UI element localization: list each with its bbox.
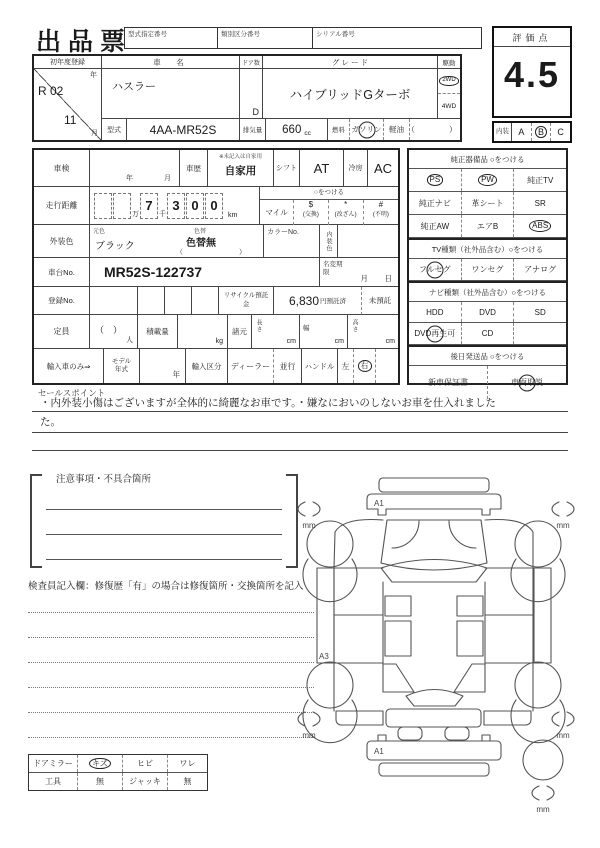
fender-front-left bbox=[334, 520, 383, 569]
navi-hdd: HDD bbox=[409, 302, 462, 322]
window-left-rear bbox=[385, 621, 411, 656]
inspector-write-line bbox=[28, 687, 314, 688]
height-unit: cm bbox=[385, 338, 395, 345]
color-change-value: 色替無 bbox=[186, 238, 216, 249]
navi-row-2 bbox=[409, 323, 566, 345]
dimensions-label: 諸元 bbox=[228, 315, 252, 349]
mirror-tools-table bbox=[28, 754, 208, 791]
history-value: 自家用 bbox=[224, 165, 257, 177]
registration-no-label: 登録No. bbox=[34, 287, 90, 315]
drive-2wd-circle: 2WD bbox=[439, 76, 458, 85]
color-change-paren: （ ） bbox=[176, 249, 260, 256]
tv-oneseg: ワンセグ bbox=[462, 259, 515, 280]
fuel-diesel: 軽油 bbox=[384, 119, 410, 140]
wheel-rear-right bbox=[515, 662, 561, 708]
mileage-digit bbox=[94, 193, 112, 219]
recycle-deposit-label: リサイクル預託金 bbox=[219, 287, 274, 315]
rear-lower-strip bbox=[379, 763, 489, 776]
first-reg-year: R 02 bbox=[38, 84, 64, 98]
rear-bumper-tabs bbox=[378, 735, 490, 741]
measure-mark-top-right bbox=[552, 502, 574, 530]
color-change-label: 色替 bbox=[194, 229, 207, 235]
exterior-color-cell bbox=[90, 225, 264, 258]
original-color-label: 元色 bbox=[93, 229, 106, 235]
length-label: 長さ bbox=[255, 319, 261, 333]
equip-pw: PW bbox=[462, 169, 515, 191]
window-left-front bbox=[385, 596, 411, 616]
car-damage-diagram bbox=[286, 464, 588, 848]
load-cell bbox=[178, 315, 228, 349]
door-mirror-label: ドアミラー bbox=[29, 755, 78, 772]
inspector-write-line bbox=[28, 662, 314, 663]
ship-warranty-book: 新車保証書 bbox=[409, 366, 488, 399]
defects-bracket-left bbox=[30, 474, 42, 568]
mileage-circle-header: ○をつける bbox=[260, 187, 398, 200]
height-cell bbox=[348, 315, 398, 349]
equip-tv: 純正TV bbox=[527, 175, 554, 185]
front-bumper bbox=[367, 494, 501, 515]
equipment-header: 純正器備品 ○をつける bbox=[409, 150, 566, 169]
inspector-write-line bbox=[28, 737, 314, 738]
shift-value: AT bbox=[300, 150, 344, 187]
drive-4wd: 4WD bbox=[438, 94, 460, 119]
mirror-broken: ワレ bbox=[179, 759, 196, 768]
cooling-value: AC bbox=[368, 150, 398, 187]
top-number-boxes bbox=[124, 27, 482, 49]
cooling-label: 冷房 bbox=[344, 150, 368, 187]
defects-write-line bbox=[46, 534, 282, 535]
equip-navi: 純正ナビ bbox=[409, 192, 462, 214]
mileage-cell bbox=[90, 187, 260, 225]
equipment-table bbox=[407, 148, 568, 385]
ship-owners-manual: 車両取説 bbox=[488, 366, 566, 399]
equip-aw: 純正AW bbox=[409, 215, 462, 237]
sales-point-line-2: た。 bbox=[32, 414, 568, 433]
interior-grade-a: A bbox=[512, 123, 532, 141]
handle-right-circle: 右 bbox=[358, 360, 372, 372]
equip-ps: PS bbox=[409, 169, 462, 191]
capacity-cell bbox=[90, 315, 138, 349]
spare-tire bbox=[523, 740, 563, 780]
rear-lamp-left bbox=[398, 727, 422, 740]
history-label: 車歴 bbox=[180, 150, 208, 187]
mileage-sen-unit: 千 bbox=[159, 211, 166, 218]
name-change-month: 月 bbox=[360, 274, 368, 283]
first-registration-header: 初年度登録 bbox=[34, 56, 102, 69]
import-class-label: 輸入区分 bbox=[186, 349, 228, 383]
fuel-other: （ ） bbox=[407, 125, 463, 134]
import-dealer: ディーラー bbox=[228, 349, 274, 383]
name-change-cell bbox=[320, 258, 398, 287]
drive-2wd bbox=[438, 69, 460, 94]
handle-right bbox=[354, 349, 376, 383]
quarter-edges bbox=[334, 663, 533, 711]
inspection-date-cell bbox=[90, 150, 180, 187]
navi-dvd: DVD bbox=[462, 302, 515, 322]
history-cell bbox=[208, 150, 274, 187]
car-name-header: 車 名 bbox=[102, 56, 240, 69]
window-right-rear bbox=[457, 621, 483, 656]
exterior-color-label: 外装色 bbox=[34, 225, 90, 258]
rear-bumper-code: A1 bbox=[374, 747, 384, 756]
length-cell bbox=[252, 315, 300, 349]
navi-blank bbox=[514, 323, 566, 344]
tools-value: 無 bbox=[78, 773, 123, 790]
interior-grade-b-circle: B bbox=[535, 126, 547, 139]
page-title: 出品票 bbox=[36, 28, 133, 56]
width-label: 幅 bbox=[303, 325, 310, 332]
handle-left: 左 bbox=[338, 349, 354, 383]
fuel-label: 燃料 bbox=[328, 119, 350, 140]
model-year-unit: 年 bbox=[172, 370, 180, 379]
model-designation-number-box: 型式指定番号 bbox=[124, 27, 218, 49]
svg-text:mm: mm bbox=[556, 731, 570, 740]
interior-grade-c: C bbox=[557, 127, 564, 137]
registration-blank-3 bbox=[165, 287, 192, 315]
equip-abs: ABS bbox=[514, 215, 566, 237]
wheel-rear-left bbox=[307, 662, 353, 708]
model-code-label: 型式 bbox=[102, 119, 127, 140]
registration-blank-2 bbox=[138, 287, 165, 315]
color-no-cell bbox=[264, 225, 320, 258]
registration-blank-4 bbox=[192, 287, 219, 315]
import-only-label: 輸入車のみ⇒ bbox=[34, 349, 104, 383]
measure-mark-spare bbox=[532, 786, 554, 814]
svg-text:mm: mm bbox=[302, 521, 316, 530]
defects-write-line bbox=[46, 509, 282, 510]
width-unit: cm bbox=[334, 338, 344, 345]
inspector-write-line bbox=[28, 612, 314, 613]
capacity-unit: 人 bbox=[126, 337, 133, 344]
navi-dvd-play: DVD再生可 bbox=[409, 323, 462, 344]
capacity-label: 定員 bbox=[34, 315, 90, 349]
mileage-label: 走行距離 bbox=[34, 187, 90, 225]
mileage-km-unit: km bbox=[228, 212, 238, 219]
displacement-value: 660 bbox=[282, 123, 302, 136]
recycle-deposit-suffix: 円預託済 bbox=[320, 298, 347, 305]
flag-unknown: # (不明) bbox=[372, 200, 389, 218]
navi-type-header: ナビ種類（社外品含む）○をつける bbox=[409, 281, 566, 302]
shift-label: シフト bbox=[274, 150, 300, 187]
car-name-value: ハスラー bbox=[102, 69, 240, 119]
drive-header: 駆動 bbox=[438, 56, 460, 69]
first-reg-month-unit: 月 bbox=[91, 130, 98, 137]
mileage-digit: 0 bbox=[186, 193, 204, 219]
grade-header: グ レ ー ド bbox=[263, 56, 438, 69]
jack-value: 無 bbox=[183, 777, 192, 786]
doors-header: ドア数 bbox=[240, 56, 263, 69]
displacement-unit: cc bbox=[304, 130, 311, 137]
load-label: 積載量 bbox=[138, 315, 178, 349]
rear-window bbox=[386, 709, 481, 727]
tv-analog: アナログ bbox=[524, 265, 557, 274]
roof-rails bbox=[383, 582, 485, 664]
load-unit: kg bbox=[215, 338, 223, 345]
flag-tampered: * (改ざん) bbox=[329, 200, 364, 225]
mileage-flags-cell bbox=[260, 187, 398, 225]
sill-left bbox=[317, 568, 334, 663]
wiper-right bbox=[449, 521, 476, 548]
inspector-write-line bbox=[28, 637, 314, 638]
windshield bbox=[381, 520, 487, 570]
mileage-man-unit: 万 bbox=[132, 211, 139, 218]
handle-label: ハンドル bbox=[302, 349, 338, 383]
inspection-month-unit: 月 bbox=[164, 175, 171, 182]
displacement-label: 排気量 bbox=[240, 119, 266, 140]
rear-lamp-right bbox=[445, 727, 469, 740]
recycle-deposit-cell bbox=[274, 287, 362, 315]
import-parallel: 並行 bbox=[274, 349, 302, 383]
jack-label: ジャッキ bbox=[123, 773, 168, 790]
capacity-paren: （ ） bbox=[95, 325, 123, 335]
measure-mark-bottom-left bbox=[298, 712, 320, 740]
arch-front-left bbox=[303, 559, 357, 602]
equip-airbag: エアB bbox=[462, 215, 515, 237]
rear-pillar-left bbox=[383, 664, 414, 692]
wheel-front-right bbox=[515, 521, 561, 567]
mirror-row bbox=[29, 755, 207, 773]
vehicle-identity-table bbox=[32, 54, 462, 142]
registration-blank-1 bbox=[90, 287, 138, 315]
evaluation-score-value: 4.5 bbox=[503, 54, 561, 95]
displacement-cell bbox=[266, 119, 328, 140]
inspector-write-line bbox=[28, 712, 314, 713]
doors-value: D bbox=[252, 107, 259, 117]
equipment-row-1 bbox=[409, 169, 566, 192]
navi-sd: SD bbox=[534, 307, 546, 317]
model-code-value: 4AA-MR52S bbox=[127, 119, 240, 140]
chassis-no-value: MR52S-122737 bbox=[90, 258, 320, 287]
wiper-left bbox=[392, 521, 419, 548]
svg-text:mm: mm bbox=[302, 731, 316, 740]
doors-cell bbox=[240, 69, 263, 119]
rear-bumper bbox=[367, 741, 501, 760]
sales-point-label: セールスポイント bbox=[38, 388, 106, 398]
side-sill-code: A3 bbox=[319, 652, 329, 661]
rear-band-right bbox=[484, 711, 531, 725]
inspection-year-unit: 年 bbox=[126, 175, 133, 182]
later-shipping-header: 後日発送品 ○をつける bbox=[409, 345, 566, 366]
mileage-digit: 0 bbox=[205, 193, 223, 219]
color-no-label: カラーNo. bbox=[267, 229, 299, 236]
navi-row-1 bbox=[409, 302, 566, 323]
first-registration-cell bbox=[34, 69, 102, 140]
fuel-gasoline: ガソリン bbox=[350, 119, 384, 140]
rear-pillar-right bbox=[454, 664, 485, 692]
tv-type-header: TV種類（社外品含む）○をつける bbox=[409, 238, 566, 259]
length-unit: cm bbox=[286, 338, 296, 345]
svg-text:mm: mm bbox=[556, 521, 570, 530]
mirror-scratch: キズ bbox=[78, 755, 123, 772]
mileage-digit bbox=[113, 193, 131, 219]
tools-row bbox=[29, 773, 207, 790]
tv-fullseg: フルセグ bbox=[409, 259, 462, 280]
inspection-label: 車検 bbox=[34, 150, 90, 187]
mileage-digit: 7 bbox=[140, 193, 158, 219]
equip-sr: SR bbox=[534, 198, 546, 208]
first-reg-year-unit: 年 bbox=[90, 72, 97, 79]
arch-front-right bbox=[511, 559, 565, 602]
interior-color-value-cell bbox=[338, 225, 398, 258]
flag-miles: マイル bbox=[260, 200, 294, 225]
interior-grade-b bbox=[532, 123, 552, 141]
svg-text:mm: mm bbox=[536, 805, 550, 814]
window-right-front bbox=[457, 596, 483, 616]
mileage-digit: 3 bbox=[167, 193, 185, 219]
navi-cd: CD bbox=[462, 323, 515, 344]
sales-point-line-3 bbox=[32, 434, 568, 451]
front-bumper-code: A1 bbox=[374, 499, 384, 508]
front-upper-strip bbox=[379, 478, 489, 492]
defects-section-label: 注意事項・不具合箇所 bbox=[56, 474, 152, 485]
sill-right bbox=[534, 568, 551, 663]
model-year-label: モデル年式 bbox=[104, 349, 140, 383]
evaluation-score-label: 評価点 bbox=[494, 28, 570, 47]
handle-blank-cell bbox=[376, 349, 398, 383]
sales-point-line-1: ・内外装小傷はございますが全体的に綺麗なお車です。・嫌なにおいのしないお車を仕入れました bbox=[32, 395, 568, 412]
mileage-flags-row bbox=[260, 200, 398, 225]
width-cell bbox=[300, 315, 348, 349]
interior-grade-label: 内装 bbox=[494, 123, 512, 141]
interior-grade-row bbox=[492, 121, 572, 143]
grade-value: ハイブリッドGターボ bbox=[263, 69, 438, 119]
inspector-note: 検査員記入欄：修復歴「有」の場合は修復箇所・交換箇所を記入 bbox=[28, 581, 304, 592]
interior-color-label: 内装色 bbox=[320, 225, 338, 258]
vehicle-details-table bbox=[32, 148, 400, 385]
chassis-no-label: 車台No. bbox=[34, 258, 90, 287]
model-year-cell bbox=[140, 349, 186, 383]
equipment-row-3 bbox=[409, 215, 566, 238]
equipment-row-2 bbox=[409, 192, 566, 215]
recycle-not-deposited: 未預託 bbox=[362, 287, 398, 315]
flag-exchange: $ (交換) bbox=[294, 200, 328, 225]
serial-number-box: シリアル番号 bbox=[313, 27, 482, 49]
original-color-value: ブラック bbox=[95, 241, 135, 252]
recycle-deposit-value: 6,830 bbox=[288, 293, 320, 308]
history-note: ※未記入は自家用 bbox=[218, 154, 263, 160]
mirror-crack: ヒビ bbox=[123, 755, 168, 772]
defects-write-line bbox=[46, 559, 282, 560]
tv-type-row bbox=[409, 259, 566, 281]
height-label: 高さ bbox=[351, 319, 357, 333]
name-change-label: 名変期限 bbox=[323, 261, 343, 276]
evaluation-score-box bbox=[492, 26, 572, 118]
tools-label: 工具 bbox=[29, 773, 78, 790]
rear-band-left bbox=[336, 711, 383, 725]
equip-leather: 革シート bbox=[462, 192, 515, 214]
name-change-day: 日 bbox=[384, 274, 392, 283]
fender-front-right bbox=[485, 520, 533, 569]
classification-number-box: 類別区分番号 bbox=[218, 27, 313, 49]
roof-front bbox=[381, 560, 487, 583]
first-reg-month: 11 bbox=[64, 113, 77, 127]
